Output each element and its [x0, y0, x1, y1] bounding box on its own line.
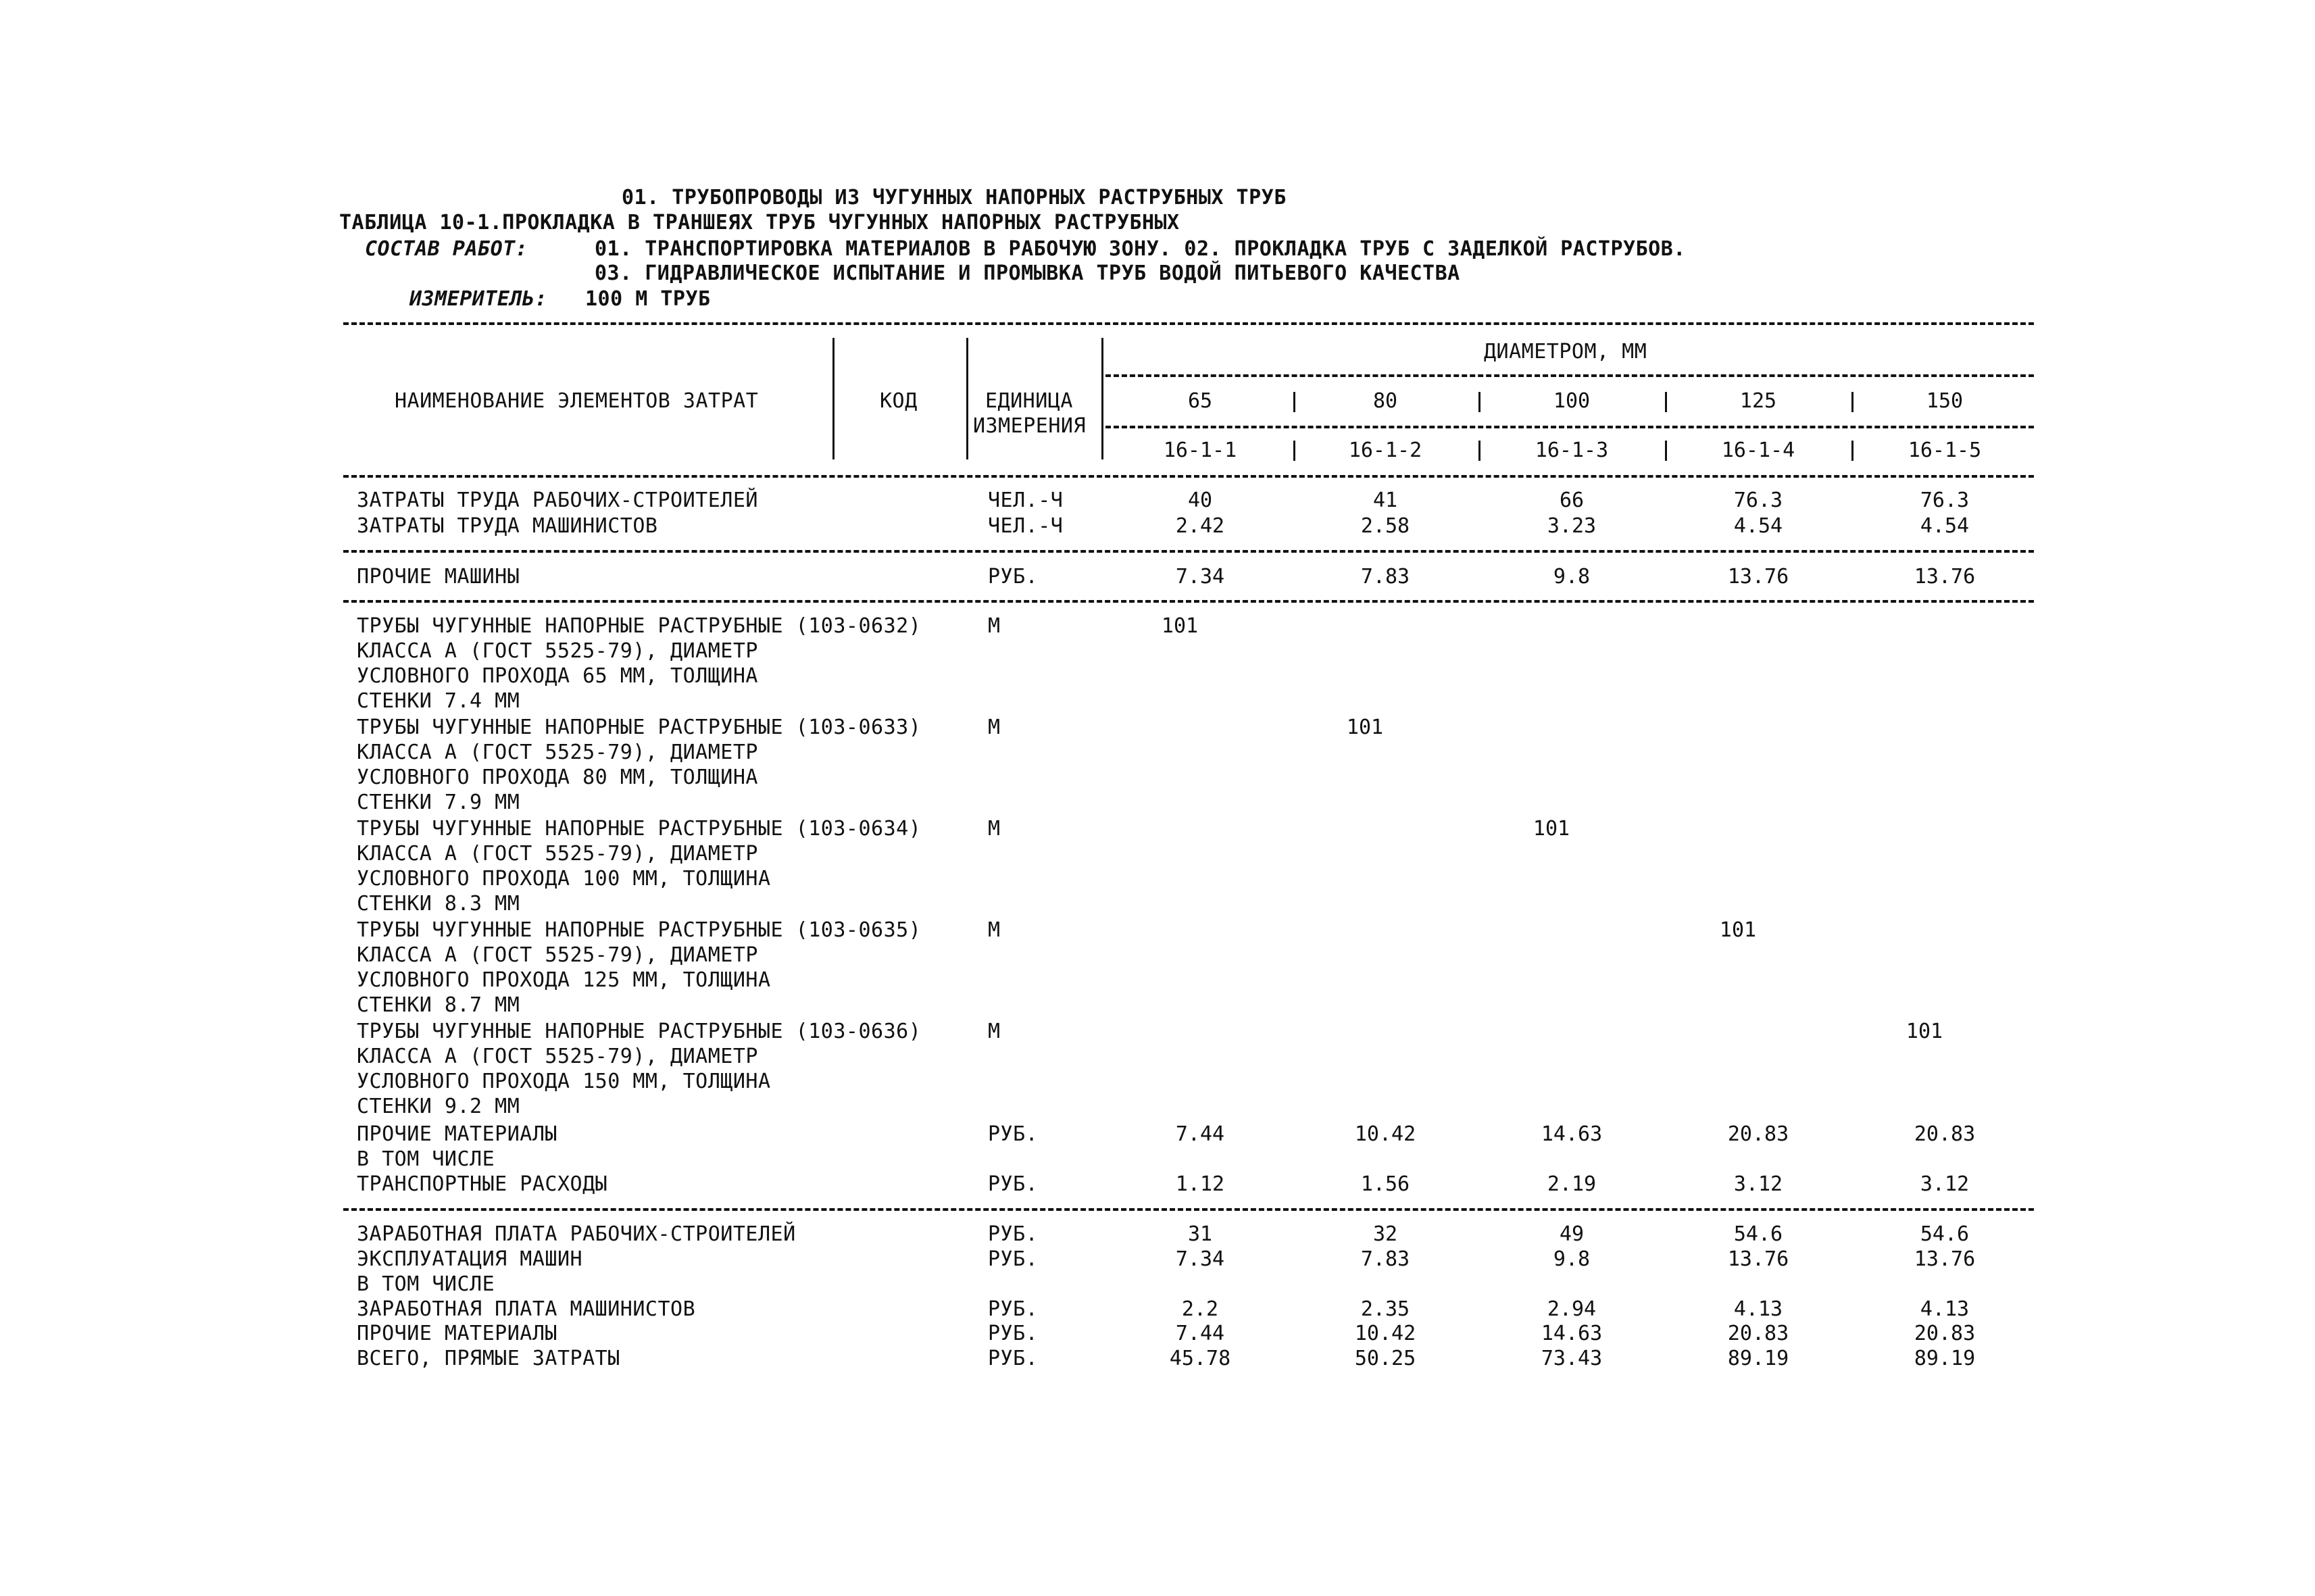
cost-row-value: 76.3	[1920, 489, 1970, 512]
total-row-value: 7.44	[1175, 1322, 1225, 1345]
cost-row-value: 4.54	[1733, 514, 1783, 538]
total-row-value: 50.25	[1354, 1347, 1416, 1370]
total-row-value: 10.42	[1354, 1322, 1416, 1345]
cost-row-unit: РУБ.	[988, 565, 1039, 589]
pipe-desc-line: КЛАССА А (ГОСТ 5525-79), ДИАМЕТР	[357, 639, 758, 663]
meter-value: 100 М ТРУБ	[585, 287, 711, 311]
total-row-unit: РУБ.	[988, 1222, 1039, 1246]
material-row-value: 20.83	[1727, 1122, 1789, 1146]
total-row-name: ЭКСПЛУАТАЦИЯ МАШИН	[357, 1247, 583, 1271]
material-row-value: 3.12	[1920, 1172, 1970, 1196]
pipe-desc-line: СТЕНКИ 7.9 ММ	[357, 791, 520, 814]
code-header-1: 16-1-2	[1348, 439, 1422, 462]
cost-row-name: ПРОЧИЕ МАШИНЫ	[357, 565, 520, 589]
pipe-unit: М	[988, 1020, 1001, 1043]
total-row-value: 32	[1372, 1222, 1398, 1246]
total-row-unit: РУБ.	[988, 1347, 1039, 1370]
cost-row-value: 13.76	[1727, 565, 1789, 589]
material-row-value: 3.12	[1733, 1172, 1783, 1196]
pipe-desc-line: ТРУБЫ ЧУГУННЫЕ НАПОРНЫЕ РАСТРУБНЫЕ (103-0632)	[357, 614, 922, 638]
rule-machines-bottom	[343, 600, 2034, 603]
total-row-value: 20.83	[1727, 1322, 1789, 1345]
material-row-name: ПРОЧИЕ МАТЕРИАЛЫ	[357, 1122, 557, 1146]
code-header-0: 16-1-1	[1163, 439, 1237, 462]
material-row-name: ТРАНСПОРТНЫЕ РАСХОДЫ	[357, 1172, 608, 1196]
material-row-name: В ТОМ ЧИСЛЕ	[357, 1147, 495, 1171]
total-row-value: 14.63	[1541, 1322, 1603, 1345]
cost-row-value: 2.58	[1360, 514, 1410, 538]
pipe-unit: М	[988, 614, 1001, 638]
pipe-desc-line: УСЛОВНОГО ПРОХОДА 125 ММ, ТОЛЩИНА	[357, 968, 771, 992]
pipe-quantity: 101	[1161, 614, 1199, 638]
rule-materials-bottom	[343, 1208, 2034, 1211]
total-row-value: 7.83	[1360, 1247, 1410, 1271]
material-row-value: 2.19	[1547, 1172, 1597, 1196]
cost-row-value: 2.42	[1175, 514, 1225, 538]
material-row-value: 7.44	[1175, 1122, 1225, 1146]
size-header-125: 125	[1739, 389, 1777, 413]
divider-code	[966, 338, 968, 459]
pipe-desc-line: УСЛОВНОГО ПРОХОДА 80 ММ, ТОЛЩИНА	[357, 766, 758, 789]
code-header-3: 16-1-4	[1721, 439, 1795, 462]
pipe-unit: М	[988, 817, 1001, 841]
total-row-name: ЗАРАБОТНАЯ ПЛАТА РАБОЧИХ-СТРОИТЕЛЕЙ	[357, 1222, 796, 1246]
rule-top	[343, 322, 2034, 325]
total-row-value: 49	[1559, 1222, 1585, 1246]
code-divider	[1478, 441, 1480, 461]
total-row-value: 2.2	[1181, 1297, 1219, 1321]
code-header-4: 16-1-5	[1908, 439, 1982, 462]
material-row-unit: РУБ.	[988, 1172, 1039, 1196]
size-divider	[1478, 392, 1480, 412]
cost-row-value: 3.23	[1547, 514, 1597, 538]
pipe-desc-line: УСЛОВНОГО ПРОХОДА 150 ММ, ТОЛЩИНА	[357, 1070, 771, 1093]
rule-labor-bottom	[343, 550, 2034, 553]
total-row-value: 89.19	[1914, 1347, 1976, 1370]
material-row-value: 1.56	[1360, 1172, 1410, 1196]
pipe-desc-line: КЛАССА А (ГОСТ 5525-79), ДИАМЕТР	[357, 1045, 758, 1068]
total-row-value: 20.83	[1914, 1322, 1976, 1345]
material-row-unit: РУБ.	[988, 1122, 1039, 1146]
work-line-2: 03. ГИДРАВЛИЧЕСКОЕ ИСПЫТАНИЕ И ПРОМЫВКА ТРУБ ВОДОЙ ПИТЬЕВОГО КАЧЕСТВА	[595, 261, 1460, 285]
work-line-1: 01. ТРАНСПОРТИРОВКА МАТЕРИАЛОВ В РАБОЧУЮ ЗОНУ. 02. ПРОКЛАДКА ТРУБ С ЗАДЕЛКОЙ РАСТРУБОВ.	[595, 237, 1686, 261]
total-row-name: ЗАРАБОТНАЯ ПЛАТА МАШИНИСТОВ	[357, 1297, 696, 1321]
total-row-name: ПРОЧИЕ МАТЕРИАЛЫ	[357, 1322, 557, 1345]
total-row-value: 7.34	[1175, 1247, 1225, 1271]
col-unit-header-2: ИЗМЕРЕНИЯ	[973, 414, 1087, 438]
size-divider	[1293, 392, 1295, 412]
total-row-name: ВСЕГО, ПРЯМЫЕ ЗАТРАТЫ	[357, 1347, 620, 1370]
pipe-desc-line: СТЕНКИ 8.3 ММ	[357, 892, 520, 916]
diameter-header: ДИАМЕТРОМ, ММ	[1484, 340, 1647, 364]
cost-row-name: ЗАТРАТЫ ТРУДА МАШИНИСТОВ	[357, 514, 658, 538]
pipe-desc-line: УСЛОВНОГО ПРОХОДА 65 ММ, ТОЛЩИНА	[357, 664, 758, 688]
pipe-desc-line: СТЕНКИ 8.7 ММ	[357, 993, 520, 1017]
work-label: СОСТАВ РАБОТ:	[365, 237, 528, 261]
material-row-value: 14.63	[1541, 1122, 1603, 1146]
pipe-quantity: 101	[1533, 817, 1570, 841]
pipe-desc-line: СТЕНКИ 7.4 ММ	[357, 689, 520, 713]
cost-row-value: 7.83	[1360, 565, 1410, 589]
pipe-desc-line: КЛАССА А (ГОСТ 5525-79), ДИАМЕТР	[357, 842, 758, 866]
pipe-desc-line: ТРУБЫ ЧУГУННЫЕ НАПОРНЫЕ РАСТРУБНЫЕ (103-0634)	[357, 817, 922, 841]
rule-sizes	[1105, 426, 2034, 428]
section-title: 01. ТРУБОПРОВОДЫ ИЗ ЧУГУННЫХ НАПОРНЫХ РАСТРУБНЫХ ТРУБ	[622, 186, 1287, 209]
rule-diameter	[1105, 374, 2034, 377]
meter-label: ИЗМЕРИТЕЛЬ:	[409, 287, 548, 311]
pipe-desc-line: ТРУБЫ ЧУГУННЫЕ НАПОРНЫЕ РАСТРУБНЫЕ (103-0636)	[357, 1020, 922, 1043]
cost-row-unit: ЧЕЛ.-Ч	[988, 489, 1064, 512]
total-row-unit: РУБ.	[988, 1297, 1039, 1321]
divider-name	[832, 338, 835, 459]
table-title: ТАБЛИЦА 10-1.ПРОКЛАДКА В ТРАНШЕЯХ ТРУБ ЧУГУННЫХ НАПОРНЫХ РАСТРУБНЫХ	[339, 211, 1180, 234]
size-header-150: 150	[1926, 389, 1964, 413]
total-row-value: 13.76	[1914, 1247, 1976, 1271]
code-divider	[1293, 441, 1295, 461]
pipe-unit: М	[988, 918, 1001, 942]
pipe-desc-line: СТЕНКИ 9.2 ММ	[357, 1095, 520, 1118]
rule-head-bottom	[343, 475, 2034, 478]
code-divider	[1851, 441, 1853, 461]
total-row-value: 13.76	[1727, 1247, 1789, 1271]
cost-row-unit: ЧЕЛ.-Ч	[988, 514, 1064, 538]
pipe-desc-line: УСЛОВНОГО ПРОХОДА 100 ММ, ТОЛЩИНА	[357, 867, 771, 891]
cost-row-value: 9.8	[1553, 565, 1591, 589]
pipe-unit: М	[988, 716, 1001, 739]
total-row-value: 45.78	[1169, 1347, 1231, 1370]
size-header-65: 65	[1187, 389, 1213, 413]
pipe-desc-line: ТРУБЫ ЧУГУННЫЕ НАПОРНЫЕ РАСТРУБНЫЕ (103-0635)	[357, 918, 922, 942]
col-unit-header-1: ЕДИНИЦА	[985, 389, 1073, 413]
total-row-name: В ТОМ ЧИСЛЕ	[357, 1272, 495, 1296]
pipe-desc-line: КЛАССА А (ГОСТ 5525-79), ДИАМЕТР	[357, 943, 758, 967]
total-row-unit: РУБ.	[988, 1322, 1039, 1345]
material-row-value: 1.12	[1175, 1172, 1225, 1196]
material-row-value: 10.42	[1354, 1122, 1416, 1146]
cost-row-value: 41	[1372, 489, 1398, 512]
pipe-desc-line: КЛАССА А (ГОСТ 5525-79), ДИАМЕТР	[357, 741, 758, 764]
total-row-value: 9.8	[1553, 1247, 1591, 1271]
total-row-value: 4.13	[1733, 1297, 1783, 1321]
pipe-quantity: 101	[1719, 918, 1757, 942]
col-name-header: НАИМЕНОВАНИЕ ЭЛЕМЕНТОВ ЗАТРАТ	[395, 389, 759, 413]
col-code-header: КОД	[880, 389, 918, 413]
cost-row-value: 13.76	[1914, 565, 1976, 589]
total-row-value: 4.13	[1920, 1297, 1970, 1321]
cost-row-value: 76.3	[1733, 489, 1783, 512]
total-row-value: 31	[1187, 1222, 1213, 1246]
total-row-value: 54.6	[1733, 1222, 1783, 1246]
total-row-value: 54.6	[1920, 1222, 1970, 1246]
cost-row-value: 7.34	[1175, 565, 1225, 589]
size-divider	[1665, 392, 1667, 412]
cost-row-name: ЗАТРАТЫ ТРУДА РАБОЧИХ-СТРОИТЕЛЕЙ	[357, 489, 758, 512]
code-header-2: 16-1-3	[1535, 439, 1609, 462]
pipe-quantity: 101	[1906, 1020, 1943, 1043]
size-header-100: 100	[1553, 389, 1591, 413]
cost-row-value: 66	[1559, 489, 1585, 512]
pipe-desc-line: ТРУБЫ ЧУГУННЫЕ НАПОРНЫЕ РАСТРУБНЫЕ (103-0633)	[357, 716, 922, 739]
total-row-value: 73.43	[1541, 1347, 1603, 1370]
total-row-unit: РУБ.	[988, 1247, 1039, 1271]
cost-row-value: 40	[1187, 489, 1213, 512]
size-header-80: 80	[1372, 389, 1398, 413]
cost-row-value: 4.54	[1920, 514, 1970, 538]
code-divider	[1665, 441, 1667, 461]
total-row-value: 2.94	[1547, 1297, 1597, 1321]
pipe-quantity: 101	[1346, 716, 1384, 739]
size-divider	[1851, 392, 1853, 412]
total-row-value: 2.35	[1360, 1297, 1410, 1321]
material-row-value: 20.83	[1914, 1122, 1976, 1146]
total-row-value: 89.19	[1727, 1347, 1789, 1370]
